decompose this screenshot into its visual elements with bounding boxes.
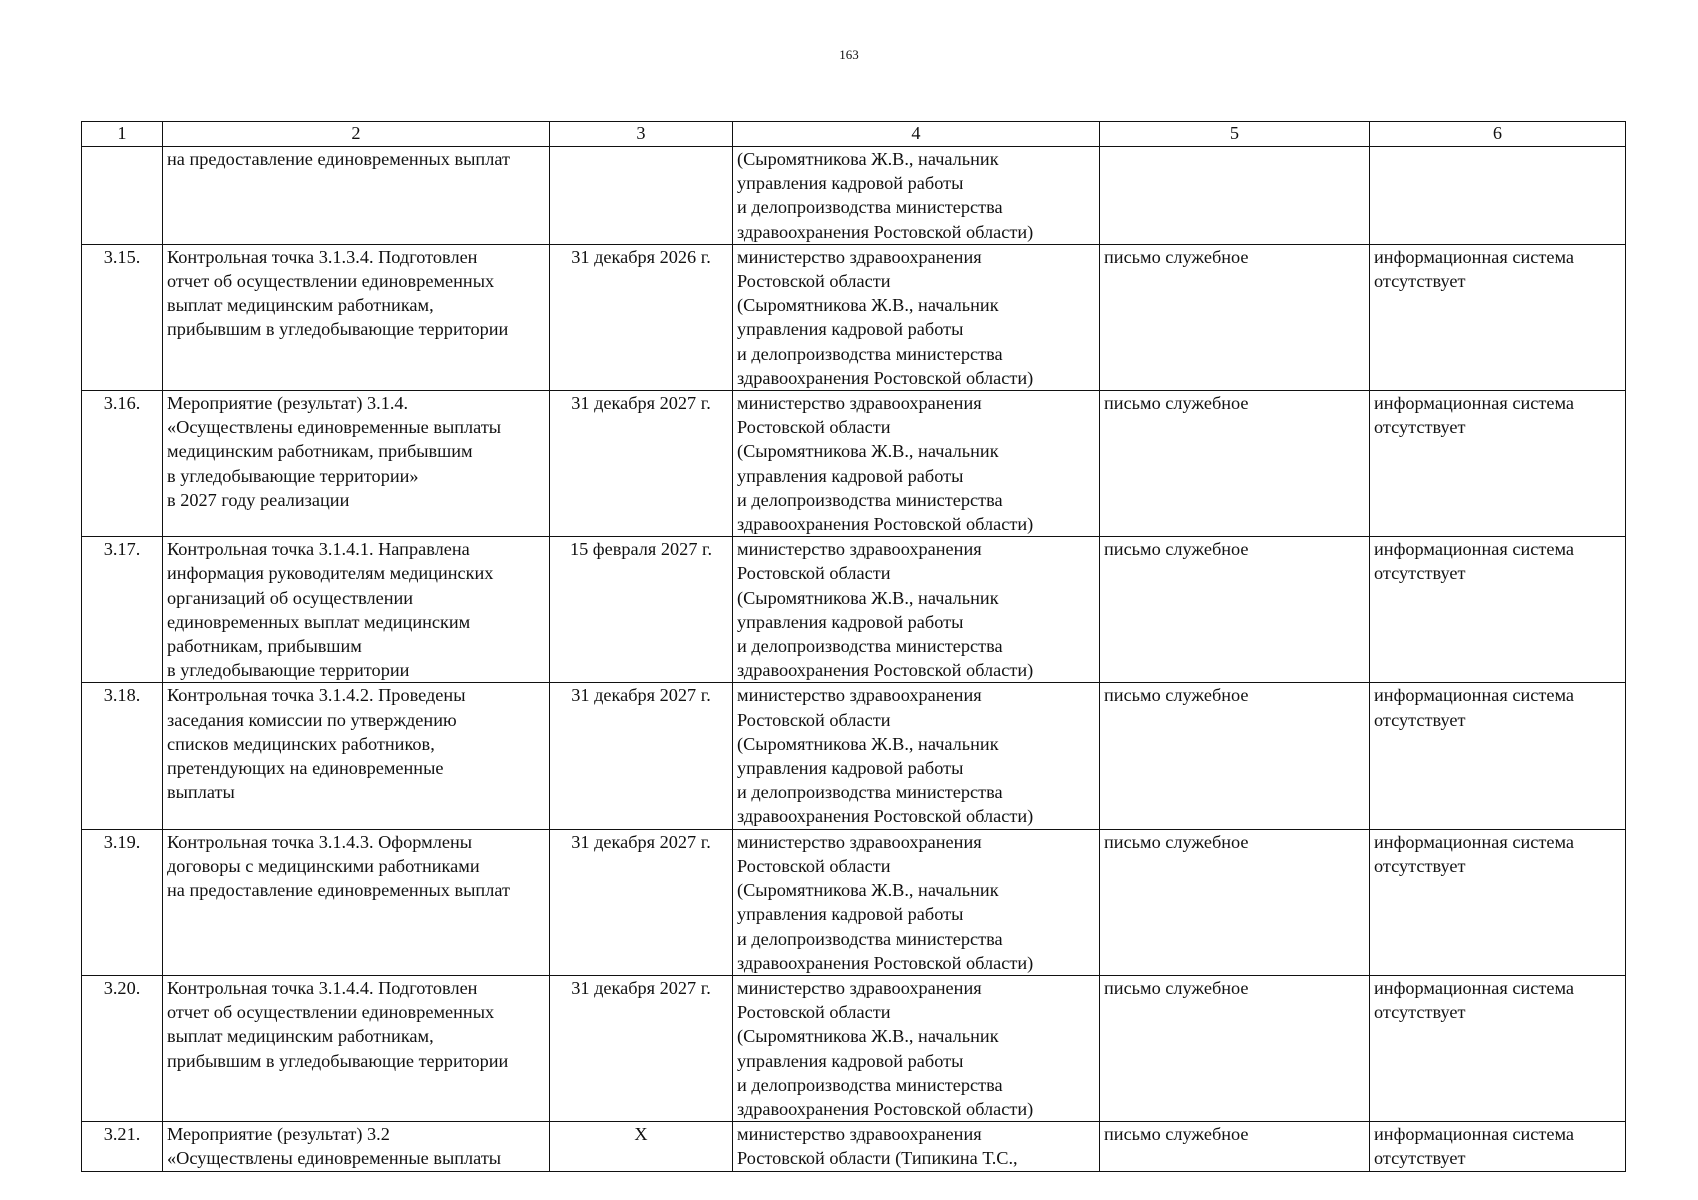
event-name: Контрольная точка 3.1.4.2. Проведены заседания комиссии по утверждению списков медицинских работников, претендующих на единовременные выплаты bbox=[163, 683, 550, 829]
event-name: Контрольная точка 3.1.4.1. Направлена информация руководителям медицинских организаций об осуществлении единовременных выплат медицинским работникам, прибывшим в угледобывающие территории bbox=[163, 537, 550, 683]
responsible-party: министерство здравоохранения Ростовской области (Сыромятникова Ж.В., начальник управления кадровой работы и делопроизводства министерства здравоохранения Ростовской области) bbox=[733, 391, 1100, 537]
page-number: 163 bbox=[839, 47, 859, 62]
event-name: на предоставление единовременных выплат bbox=[163, 147, 550, 245]
document-type: письмо служебное bbox=[1100, 391, 1370, 537]
data-table bbox=[81, 121, 1626, 1172]
row-number: 3.17. bbox=[82, 537, 163, 683]
row-number bbox=[82, 147, 163, 245]
row-number: 3.18. bbox=[82, 683, 163, 829]
responsible-party: министерство здравоохранения Ростовской области (Сыромятникова Ж.В., начальник управления кадровой работы и делопроизводства министерства здравоохранения Ростовской области) bbox=[733, 829, 1100, 975]
event-name: Контрольная точка 3.1.4.4. Подготовлен отчет об осуществлении единовременных выплат медицинским работникам, прибывшим в угледобывающие территории bbox=[163, 975, 550, 1121]
table-row bbox=[82, 391, 1626, 537]
column-header-2: 2 bbox=[163, 122, 550, 147]
column-header-1: 1 bbox=[82, 122, 163, 147]
column-header-4: 4 bbox=[733, 122, 1100, 147]
deadline-date: 31 декабря 2027 г. bbox=[550, 391, 733, 537]
responsible-party: министерство здравоохранения Ростовской области (Типикина Т.С., bbox=[733, 1122, 1100, 1171]
table-row bbox=[82, 829, 1626, 975]
event-name: Мероприятие (результат) 3.2 «Осуществлены единовременные выплаты bbox=[163, 1122, 550, 1171]
table-row bbox=[82, 1122, 1626, 1171]
table-row bbox=[82, 244, 1626, 390]
information-system: информационная система отсутствует bbox=[1370, 829, 1626, 975]
responsible-party: (Сыромятникова Ж.В., начальник управления кадровой работы и делопроизводства министерства здравоохранения Ростовской области) bbox=[733, 147, 1100, 245]
row-number: 3.21. bbox=[82, 1122, 163, 1171]
information-system: информационная система отсутствует bbox=[1370, 975, 1626, 1121]
document-type: письмо служебное bbox=[1100, 1122, 1370, 1171]
responsible-party: министерство здравоохранения Ростовской области (Сыромятникова Ж.В., начальник управления кадровой работы и делопроизводства министерства здравоохранения Ростовской области) bbox=[733, 244, 1100, 390]
deadline-date: Х bbox=[550, 1122, 733, 1171]
deadline-date: 31 декабря 2026 г. bbox=[550, 244, 733, 390]
row-number: 3.20. bbox=[82, 975, 163, 1121]
deadline-date: 31 декабря 2027 г. bbox=[550, 829, 733, 975]
row-number: 3.16. bbox=[82, 391, 163, 537]
information-system: информационная система отсутствует bbox=[1370, 244, 1626, 390]
header-row bbox=[82, 122, 1626, 147]
document-type: письмо служебное bbox=[1100, 683, 1370, 829]
information-system: информационная система отсутствует bbox=[1370, 1122, 1626, 1171]
information-system: информационная система отсутствует bbox=[1370, 683, 1626, 829]
document-type: письмо служебное bbox=[1100, 829, 1370, 975]
column-header-3: 3 bbox=[550, 122, 733, 147]
event-name: Контрольная точка 3.1.3.4. Подготовлен отчет об осуществлении единовременных выплат медицинским работникам, прибывшим в угледобывающие территории bbox=[163, 244, 550, 390]
responsible-party: министерство здравоохранения Ростовской области (Сыромятникова Ж.В., начальник управления кадровой работы и делопроизводства министерства здравоохранения Ростовской области) bbox=[733, 537, 1100, 683]
responsible-party: министерство здравоохранения Ростовской области (Сыромятникова Ж.В., начальник управления кадровой работы и делопроизводства министерства здравоохранения Ростовской области) bbox=[733, 975, 1100, 1121]
document-type: письмо служебное bbox=[1100, 244, 1370, 390]
column-header-6: 6 bbox=[1370, 122, 1626, 147]
deadline-date: 15 февраля 2027 г. bbox=[550, 537, 733, 683]
document-type: письмо служебное bbox=[1100, 975, 1370, 1121]
table-row bbox=[82, 683, 1626, 829]
deadline-date bbox=[550, 147, 733, 245]
event-name: Контрольная точка 3.1.4.3. Оформлены договоры с медицинскими работниками на предоставление единовременных выплат bbox=[163, 829, 550, 975]
event-name: Мероприятие (результат) 3.1.4. «Осуществлены единовременные выплаты медицинским работникам, прибывшим в угледобывающие территории» в 2027 году реализации bbox=[163, 391, 550, 537]
table-row bbox=[82, 537, 1626, 683]
row-number: 3.15. bbox=[82, 244, 163, 390]
deadline-date: 31 декабря 2027 г. bbox=[550, 683, 733, 829]
table-row bbox=[82, 147, 1626, 245]
information-system: информационная система отсутствует bbox=[1370, 537, 1626, 683]
responsible-party: министерство здравоохранения Ростовской области (Сыромятникова Ж.В., начальник управления кадровой работы и делопроизводства министерства здравоохранения Ростовской области) bbox=[733, 683, 1100, 829]
document-type bbox=[1100, 147, 1370, 245]
information-system bbox=[1370, 147, 1626, 245]
information-system: информационная система отсутствует bbox=[1370, 391, 1626, 537]
deadline-date: 31 декабря 2027 г. bbox=[550, 975, 733, 1121]
table-row bbox=[82, 975, 1626, 1121]
document-type: письмо служебное bbox=[1100, 537, 1370, 683]
column-header-5: 5 bbox=[1100, 122, 1370, 147]
row-number: 3.19. bbox=[82, 829, 163, 975]
